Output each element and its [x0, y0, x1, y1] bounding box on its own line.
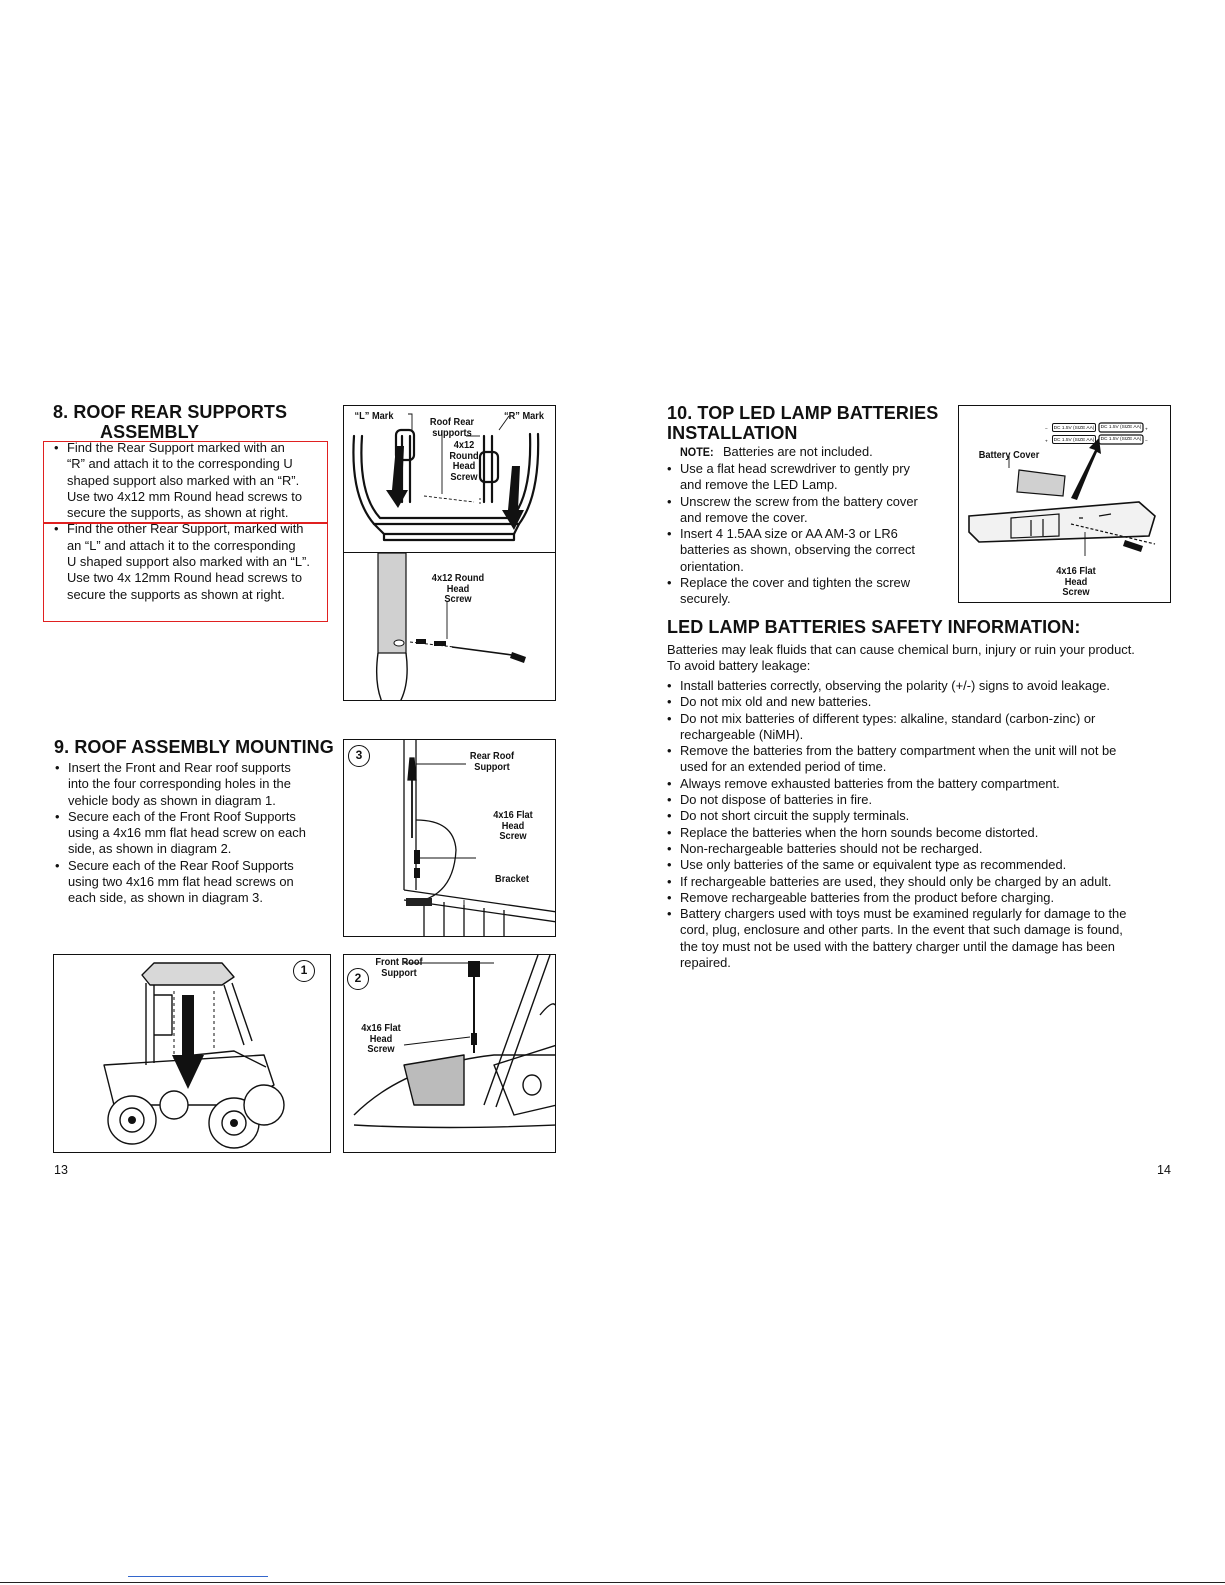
note-label: NOTE:	[680, 445, 714, 459]
diagram-1-vehicle	[53, 954, 331, 1153]
label-line: Round	[449, 449, 479, 462]
svg-text:−: −	[1045, 427, 1048, 432]
text-line: Do not dispose of batteries in fire.	[680, 792, 873, 808]
text-line: Replace the batteries when the horn sounds become distorted.	[680, 824, 1039, 840]
label-line: 4x12	[453, 439, 475, 451]
svg-text:+: +	[1145, 427, 1148, 432]
safety-title: LED LAMP BATTERIES SAFETY INFORMATION:	[667, 617, 1081, 637]
note-line	[680, 444, 873, 460]
text-line: using two 4x16 mm flat head screws on	[68, 874, 294, 890]
label-line: 4x16 Flat	[1056, 565, 1096, 577]
text-line: Find the other Rear Support, marked with	[67, 521, 304, 537]
list-item	[55, 760, 335, 809]
safety-intro	[667, 642, 1177, 675]
label-line: Head	[1064, 575, 1088, 588]
list-item	[667, 678, 1182, 694]
screw-4x16-label-d2	[355, 1023, 406, 1055]
text-line: Batteries may leak fluids that can cause chemical burn, injury or ruin your product.	[667, 642, 1135, 657]
list-item	[667, 743, 1182, 776]
label-line: 4x16 Flat	[493, 809, 533, 821]
text-line: Insert 4 1.5AA size or AA AM-3 or LR6	[680, 526, 898, 542]
figure-led-lamp-batteries	[958, 405, 1171, 603]
list-item	[667, 461, 952, 494]
text-line: Unscrew the screw from the battery cover	[680, 493, 918, 509]
label-line: Roof Rear	[429, 416, 475, 428]
text-line: secure the supports as shown at right.	[67, 586, 285, 602]
battery-cell: DC 1.5V (SIZE AA)	[1052, 423, 1096, 432]
label-line: Head	[446, 582, 470, 595]
text-line: Do not mix batteries of different types: alkaline, standard (carbon-zinc) or	[680, 710, 1096, 726]
text-line: and remove the cover.	[680, 509, 808, 525]
diagram-3-badge: 3	[348, 745, 370, 767]
section-9-steps	[55, 760, 335, 907]
text-line: Non-rechargeable batteries should not be recharged.	[680, 840, 983, 856]
list-item	[667, 494, 952, 527]
highlight-box-step-1	[43, 441, 328, 524]
section-8-title	[53, 402, 287, 442]
list-item	[55, 858, 335, 907]
text-line: rechargeable (NiMH).	[680, 726, 804, 742]
page-number-right: 14	[1157, 1163, 1171, 1177]
safety-list	[667, 678, 1182, 971]
text-line: repaired.	[680, 955, 731, 971]
figure-screw-detail	[343, 552, 556, 701]
label-line: Screw	[367, 1043, 395, 1055]
page-number-left: 13	[54, 1163, 68, 1177]
battery-cover-label: Battery Cover	[978, 449, 1040, 461]
label-line: Head	[501, 819, 525, 832]
roof-rear-supports-label	[425, 417, 480, 438]
text-line: Use a flat head screwdriver to gently pry	[680, 461, 910, 476]
text-line: an “L” and attach it to the corresponding	[67, 537, 296, 553]
label-line: Head	[452, 460, 476, 472]
list-item	[667, 792, 1182, 808]
list-item	[667, 808, 1182, 824]
text-line: Use two 4x12 mm Round head screws to	[67, 488, 303, 504]
battery-cell: DC 1.5V (SIZE AA)	[1052, 435, 1096, 444]
battery-cell: DC 1.5V (SIZE AA)	[1100, 425, 1142, 430]
text-line: Do not short circuit the supply terminals.	[680, 808, 910, 824]
text-line: vehicle body as shown in diagram 1.	[68, 792, 276, 808]
label-line: supports	[432, 426, 472, 439]
text-line: secure the supports, as shown at right.	[67, 505, 289, 521]
text-line: Replace the cover and tighten the screw	[680, 575, 911, 591]
list-item	[667, 776, 1182, 792]
label-line: Head	[369, 1032, 393, 1045]
figure-roof-rear-supports	[343, 405, 556, 553]
bottom-rule	[0, 1582, 1225, 1583]
text-line: the toy must not be used with the battery charger until the damage has been	[680, 938, 1115, 954]
text-line: Do not mix old and new batteries.	[680, 694, 872, 710]
note-text: Batteries are not included.	[722, 444, 873, 459]
label-line: Screw	[1062, 586, 1090, 598]
l-mark-label: “L” Mark	[354, 410, 394, 422]
svg-text:+: +	[1045, 439, 1048, 444]
list-item	[667, 711, 1182, 744]
diagram-3-rear-roof-support	[343, 739, 556, 937]
section-9-title: 9. ROOF ASSEMBLY MOUNTING	[54, 737, 334, 757]
text-line: orientation.	[680, 558, 744, 574]
list-item	[667, 890, 1182, 906]
list-item	[667, 906, 1182, 971]
list-item	[667, 575, 952, 608]
text-line: Battery chargers used with toys must be examined regularly for damage to the	[680, 906, 1127, 922]
label-line: Rear Roof	[469, 750, 515, 762]
text-line: each side, as shown in diagram 3.	[68, 890, 263, 906]
text-line: Install batteries correctly, observing the polarity (+/-) signs to avoid leakage.	[680, 678, 1111, 693]
vehicle-illustration	[54, 955, 331, 1153]
list-item	[667, 825, 1182, 841]
label-line: Support	[381, 966, 417, 979]
section-10-title-line2: INSTALLATION	[667, 423, 798, 443]
text-line: cord, plug, enclosure and other parts. In the event that such damage is found,	[680, 922, 1123, 938]
list-item	[55, 809, 335, 858]
text-line: batteries as shown, observing the correct	[680, 542, 916, 558]
screw-4x12-detail-label	[423, 573, 493, 605]
text-line: To avoid battery leakage:	[667, 658, 811, 674]
text-line: using a 4x16 mm flat head screw on each	[68, 825, 306, 841]
highlight-box-step-2	[43, 522, 328, 622]
battery-cell: DC 1.5V (SIZE AA)	[1100, 437, 1142, 442]
list-item	[667, 526, 952, 575]
label-line: Screw	[499, 830, 527, 842]
text-line: securely.	[680, 591, 731, 607]
screw-4x12-label	[442, 440, 486, 482]
text-line: into the four corresponding holes in the	[68, 776, 291, 792]
front-roof-support-label	[370, 957, 428, 978]
text-line: Remove rechargeable batteries from the product before charging.	[680, 889, 1055, 905]
section-10-title-line1: 10. TOP LED LAMP BATTERIES	[667, 403, 939, 423]
text-line: Always remove exhausted batteries from the battery compartment.	[680, 775, 1060, 791]
footer-link-underline	[128, 1576, 268, 1577]
diagram-1-badge: 1	[293, 960, 315, 982]
list-item	[667, 694, 1182, 710]
section-8-title-line2: ASSEMBLY	[100, 422, 200, 442]
text-line: U shaped support also marked with an “L”.	[67, 554, 310, 570]
text-line: Secure each of the Rear Roof Supports	[68, 857, 294, 873]
section-8-title-line1: 8. ROOF REAR SUPPORTS	[53, 402, 288, 422]
text-line: Use only batteries of the same or equivalent type as recommended.	[680, 857, 1067, 873]
label-line: Screw	[444, 593, 472, 605]
bracket-label: Bracket	[495, 873, 529, 885]
screw-4x16-label-d3	[487, 810, 538, 842]
label-line: Support	[474, 760, 510, 773]
label-line: Screw	[450, 470, 478, 483]
label-line: 4x12 Round	[431, 572, 485, 584]
label-line: Front Roof	[375, 956, 423, 968]
svg-text:−: −	[1145, 439, 1148, 444]
section-10-steps	[667, 461, 952, 608]
text-line: Use two 4x 12mm Round head screws to	[67, 570, 303, 586]
diagram-2-front-roof-support	[343, 954, 556, 1153]
list-item	[667, 841, 1182, 857]
section-10-title	[667, 403, 938, 443]
text-line: shaped support also marked with an “R”.	[67, 472, 300, 488]
diagram-2-badge: 2	[347, 968, 369, 990]
text-line: Remove the batteries from the battery compartment when the unit will not be	[680, 743, 1117, 759]
text-line: Secure each of the Front Roof Supports	[68, 808, 296, 824]
rear-roof-support-label	[464, 751, 520, 772]
text-line: Insert the Front and Rear roof supports	[68, 760, 291, 775]
list-item	[667, 874, 1182, 890]
text-line: Find the Rear Support marked with an	[67, 440, 285, 455]
list-item	[667, 857, 1182, 873]
label-line: 4x16 Flat	[361, 1022, 401, 1034]
text-line: used for an extended period of time.	[680, 759, 887, 775]
text-line: and remove the LED Lamp.	[680, 477, 838, 493]
text-line: “R” and attach it to the corresponding U	[67, 456, 293, 472]
screw-4x16-label-lamp	[1050, 566, 1101, 598]
text-line: If rechargeable batteries are used, they should only be charged by an adult.	[680, 873, 1112, 889]
text-line: side, as shown in diagram 2.	[68, 841, 232, 857]
r-mark-label: “R” Mark	[503, 410, 545, 422]
